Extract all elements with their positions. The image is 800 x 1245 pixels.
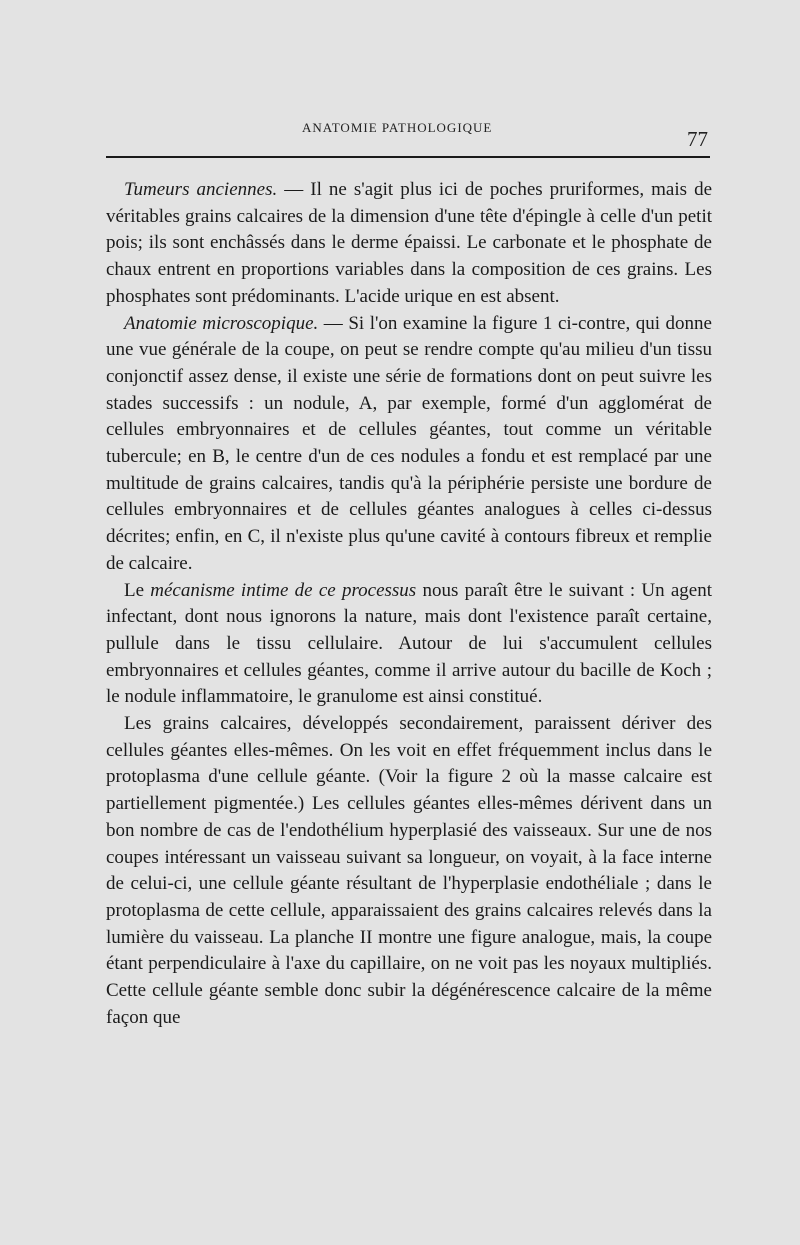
paragraph-tumeurs-anciennes bbox=[106, 177, 712, 311]
paragraph-text: nous paraît être le suivant : Un agent infectant, dont nous ignorons la nature, mais dont l'existence paraît certaine, pullule dans le tissu cellulaire. Autour de lui s'accumulent cellules embryonnaires et cellules géantes, comme il arrive autour du bacille de Koch ; le nodule inflammatoire, le granulome est ainsi constitué. bbox=[106, 579, 712, 708]
running-head bbox=[106, 117, 710, 157]
paragraph-anatomie-microscopique bbox=[106, 311, 712, 578]
section-heading-anatomie-microscopique: Anatomie microscopique. bbox=[124, 312, 319, 334]
page-body bbox=[106, 177, 712, 1032]
paragraph-mecanisme bbox=[106, 578, 712, 712]
paragraph-text: Les grains calcaires, développés secondairement, paraissent dériver des cellules géantes elles-mêmes. On les voit en effet fréquemment inclus dans le protoplasma d'une cellule géante. (Voir la figure 2 où la masse calcaire est partiellement pigmentée.) Les cellules géantes elles-mêmes dérivent dans un bon nombre de cas de l'endothélium hyperplasié des vaisseaux. Sur une de nos coupes intéressant un vaisseau suivant sa longueur, on voyait, à la face interne de celui-ci, une cellule géante résultant de l'hyperplasie endothéliale ; dans le protoplasma de cette cellule, apparaissaient des grains calcaires relevés dans la lumière du vaisseau. La planche II montre une figure analogue, mais, la coupe étant perpendiculaire à l'axe du capillaire, on ne voit pas les noyaux multipliés. Cette cellule géante semble donc subir la dégénérescence calcaire de la même façon que bbox=[106, 713, 712, 1028]
running-title: ANATOMIE PATHOLOGIQUE bbox=[302, 120, 493, 135]
section-heading-tumeurs-anciennes: Tumeurs anciennes. bbox=[124, 179, 278, 200]
paragraph-text: — Il ne s'agit plus ici de poches pruriformes, mais de véritables grains calcaires de la dimension d'une tête d'épingle à celle d'un petit pois; ils sont enchâssés dans le derme épaissi. Le carbonate et le phosphate de chaux entrent en proportions variables dans la composition de ces grains. Les phosphates sont prédominants. L'acide urique en est absent. bbox=[106, 179, 712, 307]
emphasis-mecanisme-intime: mécanisme intime de ce processus bbox=[150, 579, 417, 601]
page-number: 77 bbox=[687, 127, 708, 151]
paragraph-prefix: Le bbox=[124, 579, 151, 601]
paragraph-text: — Si l'on examine la figure 1 ci-contre, qui donne une vue générale de la coupe, on peut se rendre compte qu'au milieu d'un tissu conjonctif assez dense, il existe une série de formations dont on peut suivre les stades successifs : un nodule, A, par exemple, formé d'un agglomérat de cellules embryonnaires et de cellules géantes, tout comme un véritable tubercule; en B, le centre d'un de ces nodules a fondu et est remplacé par une multitude de grains calcaires, tandis qu'à la périphérie persiste une bordure de cellules embryonnaires et de cellules géantes analogues à celles ci-dessus décrites; enfin, en C, il n'existe plus qu'une cavité à contours fibreux et remplie de calcaire. bbox=[106, 312, 712, 574]
header-rule bbox=[106, 156, 710, 158]
paragraph-grains-calcaires bbox=[106, 711, 712, 1031]
